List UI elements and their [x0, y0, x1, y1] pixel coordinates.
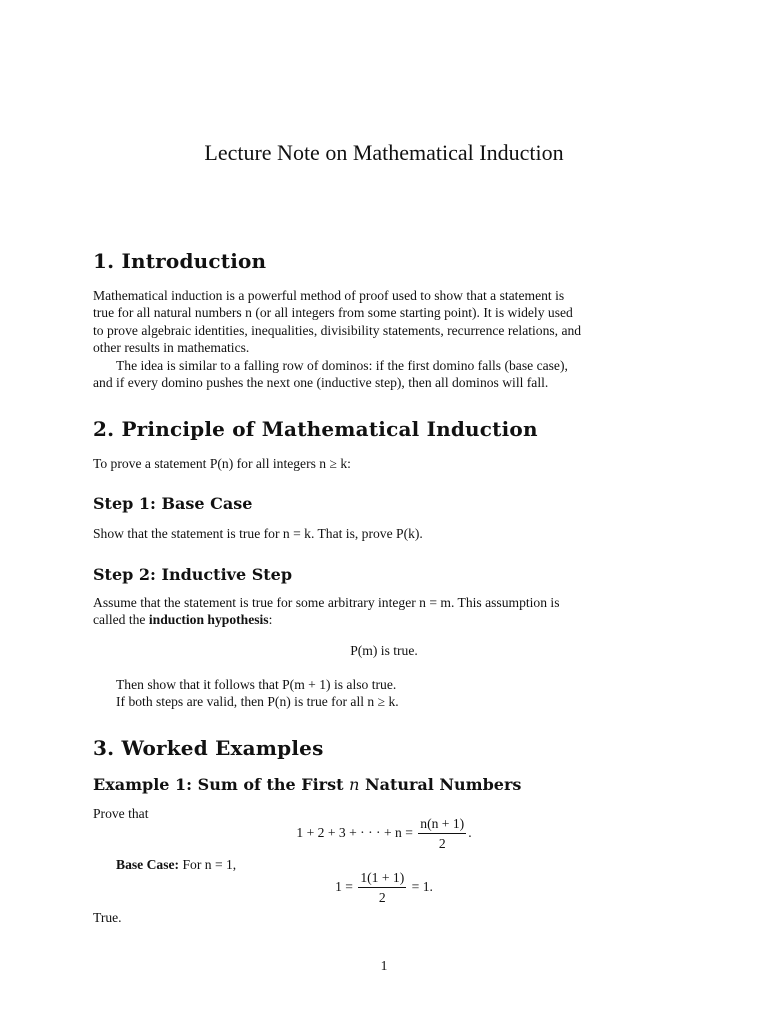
- text-fragment: Example 1: Sum of the First: [93, 775, 350, 794]
- subheading-example-1: [93, 775, 521, 794]
- fraction-numerator: 1(1 + 1): [358, 870, 406, 888]
- step-1-text: Show that the statement is true for n = k. That is, prove P(k).: [93, 526, 423, 541]
- text-fragment: For n = 1,: [179, 857, 237, 872]
- induction-hypothesis-term: induction hypothesis: [148, 612, 269, 628]
- variable-n: n: [349, 775, 360, 794]
- text-line: Mathematical induction is a powerful method of proof used to show that a statement is: [93, 288, 565, 303]
- text-line: The idea is similar to a falling row of dominos: if the first domino falls (base case),: [116, 357, 568, 373]
- text-line: other results in mathematics.: [93, 340, 250, 356]
- conclusion-paragraph: [93, 676, 675, 711]
- base-case-label: Base Case:: [116, 857, 180, 872]
- text-line: true for all natural numbers n (or all integers from some starting point). It is widely used: [93, 305, 573, 321]
- formula-rhs: = 1.: [411, 879, 433, 895]
- formula-lhs: 1 =: [335, 879, 353, 895]
- text-line: to prove algebraic identities, inequalities, divisibility statements, recurrence relations, and: [93, 322, 582, 338]
- principle-lead: To prove a statement P(n) for all integers n ≥ k:: [93, 456, 351, 471]
- page-number: 1: [380, 958, 388, 973]
- text-fragment: called the: [93, 612, 149, 628]
- formula-lhs: 1 + 2 + 3 + · · · + n =: [296, 825, 413, 841]
- fraction-denominator: 2: [378, 890, 386, 905]
- formula-tail: .: [468, 825, 472, 841]
- text-line: Assume that the statement is true for some arbitrary integer n = m. This assumption is: [93, 595, 560, 610]
- section-heading-introduction: 1. Introduction: [93, 249, 267, 273]
- section-heading-examples: 3. Worked Examples: [93, 736, 324, 760]
- intro-paragraph-1: [93, 287, 675, 391]
- text-line: Then show that it follows that P(m + 1) is also true.: [116, 677, 397, 692]
- formula-fraction: [358, 870, 406, 906]
- section-heading-principle: 2. Principle of Mathematical Induction: [93, 417, 538, 441]
- subheading-step-1: Step 1: Base Case: [93, 494, 253, 513]
- subheading-step-2: Step 2: Inductive Step: [93, 565, 292, 584]
- text-line: [93, 611, 675, 628]
- true-text: True.: [93, 910, 122, 925]
- fraction-numerator: n(n + 1): [418, 816, 466, 834]
- text-line: and if every domino pushes the next one (inductive step), then all dominos will fall.: [93, 375, 549, 391]
- base-case-formula: [93, 870, 675, 906]
- document-title: Lecture Note on Mathematical Induction: [204, 140, 564, 165]
- prove-that-text: Prove that: [93, 806, 149, 821]
- formula-fraction: [418, 816, 466, 852]
- step-2-paragraph: [93, 594, 675, 629]
- fraction-denominator: 2: [438, 836, 446, 851]
- text-fragment: Natural Numbers: [359, 775, 522, 794]
- text-line: If both steps are valid, then P(n) is true for all n ≥ k.: [116, 694, 399, 710]
- text-fragment: :: [268, 612, 273, 628]
- sum-formula: [93, 816, 675, 852]
- hypothesis-display: P(m) is true.: [350, 643, 418, 658]
